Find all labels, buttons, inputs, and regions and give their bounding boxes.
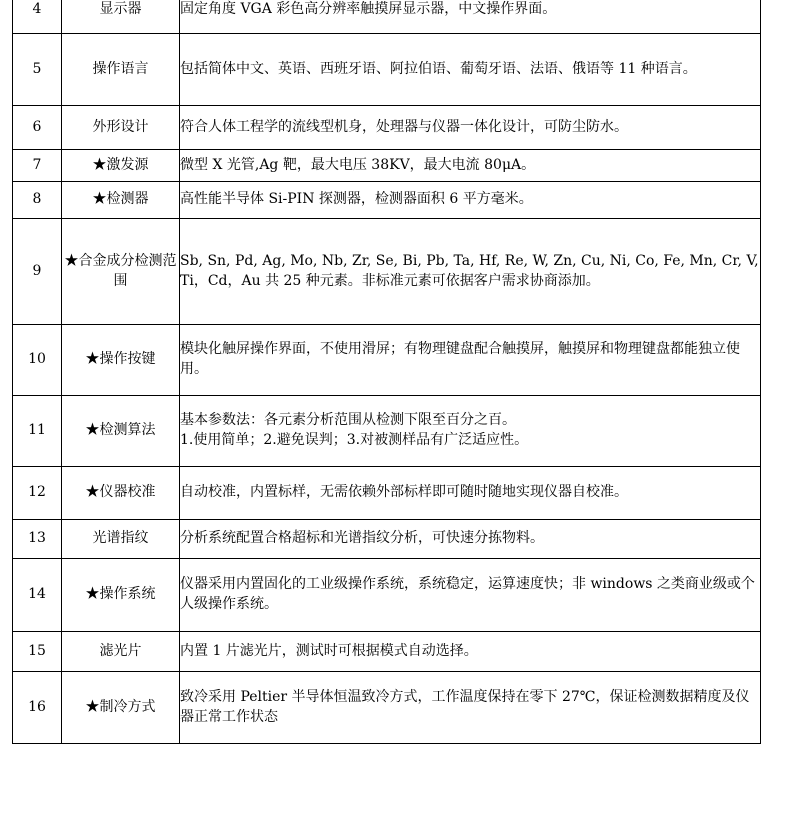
- description-line: 1.使用简单；2.避免误判；3.对被测样品有广泛适应性。: [180, 432, 529, 448]
- item-description: 模块化触屏操作界面，不使用滑屏；有物理键盘配合触摸屏，触摸屏和物理键盘都能独立使用。: [180, 325, 761, 396]
- item-description: 固定角度 VGA 彩色高分辨率触摸屏显示器，中文操作界面。: [180, 0, 761, 34]
- table-row: [13, 559, 761, 632]
- row-number: 9: [13, 219, 62, 325]
- table-row: [13, 34, 761, 106]
- row-number: 12: [13, 467, 62, 520]
- item-name: 操作语言: [62, 34, 180, 106]
- row-number: 13: [13, 520, 62, 559]
- item-description: 自动校准，内置标样，无需依赖外部标样即可随时随地实现仪器自校准。: [180, 467, 761, 520]
- row-number: 4: [13, 0, 62, 34]
- row-number: 6: [13, 106, 62, 150]
- item-description: 仪器采用内置固化的工业级操作系统，系统稳定，运算速度快；非 windows 之类商业级或个人级操作系统。: [180, 559, 761, 632]
- item-description: [180, 396, 761, 467]
- row-number: 16: [13, 672, 62, 744]
- row-number: 11: [13, 396, 62, 467]
- row-number: 14: [13, 559, 62, 632]
- item-name: ★合金成分检测范围: [62, 219, 180, 325]
- item-name: 光谱指纹: [62, 520, 180, 559]
- item-name: ★操作系统: [62, 559, 180, 632]
- item-name: 显示器: [62, 0, 180, 34]
- table-row: [13, 467, 761, 520]
- row-number: 5: [13, 34, 62, 106]
- item-name: ★仪器校准: [62, 467, 180, 520]
- row-number: 8: [13, 182, 62, 219]
- spec-table: [12, 0, 761, 744]
- row-number: 15: [13, 632, 62, 672]
- table-row: [13, 219, 761, 325]
- item-name: ★检测算法: [62, 396, 180, 467]
- row-number: 7: [13, 150, 62, 182]
- table-row: [13, 0, 761, 34]
- item-name: 滤光片: [62, 632, 180, 672]
- item-description: 高性能半导体 Si-PIN 探测器，检测器面积 6 平方毫米。: [180, 182, 761, 219]
- table-row: [13, 325, 761, 396]
- item-description: 分析系统配置合格超标和光谱指纹分析，可快速分拣物料。: [180, 520, 761, 559]
- table-row: [13, 106, 761, 150]
- description-line: 基本参数法：各元素分析范围从检测下限至百分之百。: [180, 412, 516, 429]
- item-name: ★检测器: [62, 182, 180, 219]
- table-row: [13, 520, 761, 559]
- table-row: [13, 396, 761, 467]
- item-description: 微型 X 光管,Ag 靶，最大电压 38KV，最大电流 80μA。: [180, 150, 761, 182]
- item-description: 致冷采用 Peltier 半导体恒温致冷方式，工作温度保持在零下 27℃，保证检测数据精度及仪器正常工作状态: [180, 672, 761, 744]
- table-row: [13, 150, 761, 182]
- item-name: ★制冷方式: [62, 672, 180, 744]
- item-description: 内置 1 片滤光片，测试时可根据模式自动选择。: [180, 632, 761, 672]
- item-description: 符合人体工程学的流线型机身，处理器与仪器一体化设计，可防尘防水。: [180, 106, 761, 150]
- item-description: Sb, Sn, Pd, Ag, Mo, Nb, Zr, Se, Bi, Pb, Ta, Hf, Re, W, Zn, Cu, Ni, Co, Fe, Mn, Cr, V, Ti，Cd，Au 共 25 种元素。非标准元素可依据客户需求协商添加。: [180, 219, 761, 325]
- item-name: ★激发源: [62, 150, 180, 182]
- item-name: ★操作按键: [62, 325, 180, 396]
- row-number: 10: [13, 325, 62, 396]
- table-row: [13, 672, 761, 744]
- item-name: 外形设计: [62, 106, 180, 150]
- table-row: [13, 632, 761, 672]
- table-row: [13, 182, 761, 219]
- item-description: 包括简体中文、英语、西班牙语、阿拉伯语、葡萄牙语、法语、俄语等 11 种语言。: [180, 34, 761, 106]
